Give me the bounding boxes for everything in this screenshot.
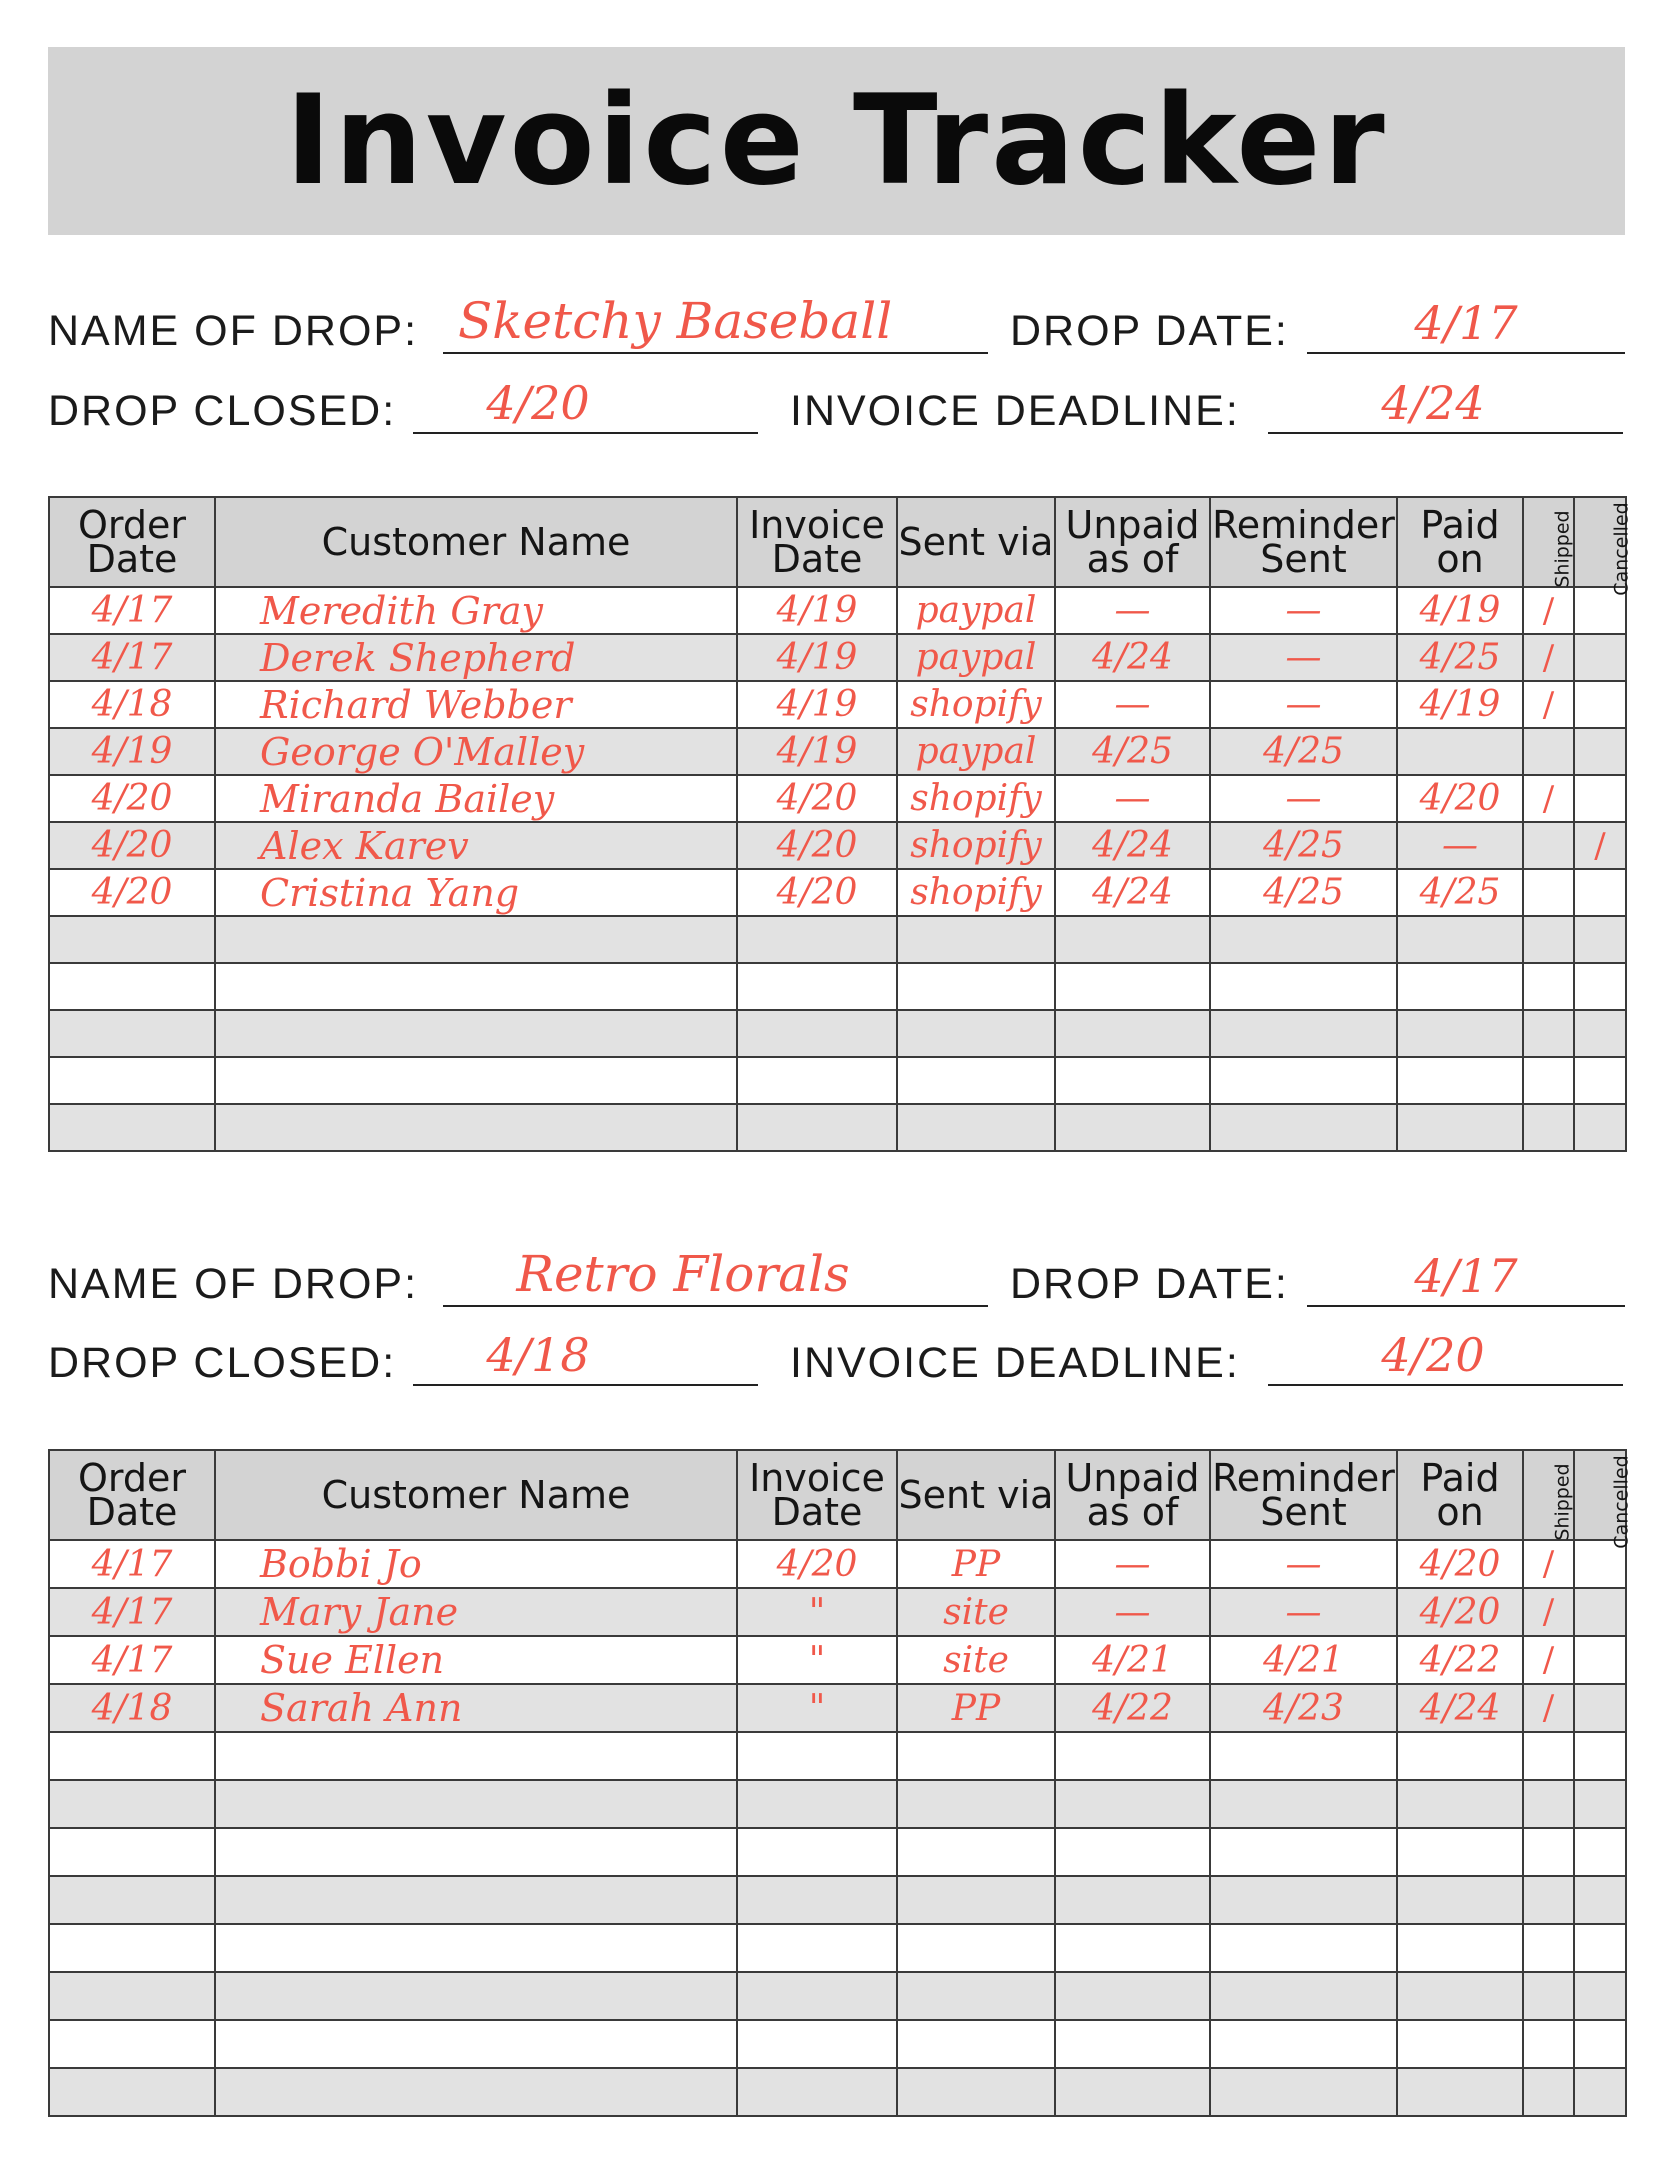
sent-via-cell[interactable]: shopify — [897, 775, 1055, 822]
empty-cell[interactable] — [1397, 916, 1523, 963]
invoice-date-cell[interactable]: " — [737, 1588, 897, 1636]
empty-cell[interactable] — [1574, 2068, 1626, 2116]
table-row-empty[interactable] — [49, 2068, 1626, 2116]
title-banner — [48, 47, 1625, 235]
empty-cell[interactable] — [1523, 2068, 1574, 2116]
empty-cell[interactable] — [1523, 1104, 1574, 1151]
empty-cell[interactable] — [215, 1972, 737, 2020]
customer-name-cell[interactable]: Alex Karev — [215, 822, 737, 869]
empty-cell[interactable] — [1055, 916, 1210, 963]
reminder-sent-cell[interactable]: 4/25 — [1210, 869, 1397, 916]
invoice-date-cell[interactable]: 4/20 — [737, 869, 897, 916]
order-date-cell[interactable]: 4/18 — [49, 681, 215, 728]
empty-cell[interactable] — [1397, 1010, 1523, 1057]
empty-cell[interactable] — [1523, 1010, 1574, 1057]
table-row[interactable] — [49, 587, 1626, 634]
drop-date-value: 4/17 — [1414, 1249, 1518, 1303]
empty-cell[interactable] — [1574, 1924, 1626, 1972]
cancelled-checkbox[interactable] — [1574, 869, 1626, 916]
sent-via-cell[interactable]: site — [897, 1588, 1055, 1636]
order-date-cell[interactable]: 4/19 — [49, 728, 215, 775]
invoice-deadline-label: INVOICE DEADLINE: — [790, 387, 1240, 435]
empty-cell[interactable] — [1523, 1924, 1574, 1972]
empty-cell[interactable] — [1523, 2020, 1574, 2068]
unpaid-as-of-cell[interactable]: — — [1055, 775, 1210, 822]
empty-cell[interactable] — [215, 916, 737, 963]
empty-cell[interactable] — [49, 1924, 215, 1972]
customer-name-cell[interactable]: George O'Malley — [215, 728, 737, 775]
col-reminder-sent: Reminder Sent — [1210, 1450, 1397, 1540]
empty-cell[interactable] — [1055, 1828, 1210, 1876]
table-row-empty[interactable] — [49, 1104, 1626, 1151]
table-row-empty[interactable] — [49, 1780, 1626, 1828]
sent-via-cell[interactable]: shopify — [897, 869, 1055, 916]
sent-via-cell[interactable]: site — [897, 1636, 1055, 1684]
shipped-checkbox[interactable]: / — [1523, 1540, 1574, 1588]
empty-cell[interactable] — [737, 1732, 897, 1780]
col-order-date: Order Date — [49, 1450, 215, 1540]
empty-cell[interactable] — [1574, 1732, 1626, 1780]
drop-date-label: DROP DATE: — [1010, 1260, 1289, 1308]
empty-cell[interactable] — [897, 2020, 1055, 2068]
empty-cell[interactable] — [215, 1057, 737, 1104]
empty-cell[interactable] — [49, 2068, 215, 2116]
empty-cell[interactable] — [1210, 1924, 1397, 1972]
col-unpaid-as-of: Unpaid as of — [1055, 1450, 1210, 1540]
shipped-checkbox[interactable]: / — [1523, 1588, 1574, 1636]
empty-cell[interactable] — [49, 1057, 215, 1104]
empty-cell[interactable] — [897, 1057, 1055, 1104]
table-row-empty[interactable] — [49, 1972, 1626, 2020]
customer-name-cell[interactable]: Miranda Bailey — [215, 775, 737, 822]
col-unpaid-as-of: Unpaid as of — [1055, 497, 1210, 587]
shipped-checkbox[interactable] — [1523, 728, 1574, 775]
empty-cell[interactable] — [1055, 1057, 1210, 1104]
reminder-sent-cell[interactable]: — — [1210, 1588, 1397, 1636]
invoice-deadline-value: 4/20 — [1381, 1328, 1485, 1382]
drop-date-field-1[interactable] — [1010, 290, 1625, 360]
empty-cell[interactable] — [1523, 1876, 1574, 1924]
reminder-sent-cell[interactable]: — — [1210, 634, 1397, 681]
cancelled-checkbox[interactable] — [1574, 728, 1626, 775]
shipped-checkbox[interactable]: / — [1523, 681, 1574, 728]
cancelled-checkbox[interactable]: / — [1574, 822, 1626, 869]
empty-cell[interactable] — [737, 1924, 897, 1972]
order-date-cell[interactable]: 4/17 — [49, 1588, 215, 1636]
table-row[interactable] — [49, 1588, 1626, 1636]
paid-on-cell[interactable] — [1397, 728, 1523, 775]
cancelled-checkbox[interactable] — [1574, 775, 1626, 822]
order-date-cell[interactable]: 4/17 — [49, 1540, 215, 1588]
table-row-empty[interactable] — [49, 1828, 1626, 1876]
empty-cell[interactable] — [737, 963, 897, 1010]
customer-name-cell[interactable]: Mary Jane — [215, 1588, 737, 1636]
drop-closed-label: DROP CLOSED: — [48, 1339, 397, 1387]
name-of-drop-field-2[interactable] — [48, 1243, 988, 1313]
empty-cell[interactable] — [215, 2068, 737, 2116]
unpaid-as-of-cell[interactable]: — — [1055, 681, 1210, 728]
empty-cell[interactable] — [1523, 1828, 1574, 1876]
empty-cell[interactable] — [1210, 2068, 1397, 2116]
sent-via-cell[interactable]: paypal — [897, 634, 1055, 681]
empty-cell[interactable] — [215, 1732, 737, 1780]
empty-cell[interactable] — [1210, 963, 1397, 1010]
table-row-empty[interactable] — [49, 916, 1626, 963]
empty-cell[interactable] — [215, 1828, 737, 1876]
empty-cell[interactable] — [1397, 1924, 1523, 1972]
empty-cell[interactable] — [215, 1010, 737, 1057]
empty-cell[interactable] — [49, 1828, 215, 1876]
empty-cell[interactable] — [215, 1876, 737, 1924]
cancelled-checkbox[interactable] — [1574, 1636, 1626, 1684]
invoice-table-1 — [48, 496, 1633, 1152]
empty-cell[interactable] — [1523, 1780, 1574, 1828]
empty-cell[interactable] — [897, 1924, 1055, 1972]
empty-cell[interactable] — [897, 1010, 1055, 1057]
paid-on-cell[interactable]: 4/25 — [1397, 634, 1523, 681]
unpaid-as-of-cell[interactable]: 4/22 — [1055, 1684, 1210, 1732]
empty-cell[interactable] — [1210, 1828, 1397, 1876]
underline — [1268, 1384, 1623, 1386]
col-paid-on: Paid on — [1397, 497, 1523, 587]
empty-cell[interactable] — [1523, 1057, 1574, 1104]
invoice-deadline-label: INVOICE DEADLINE: — [790, 1339, 1240, 1387]
empty-cell[interactable] — [737, 1876, 897, 1924]
table-row[interactable] — [49, 869, 1626, 916]
drop-closed-field-2[interactable] — [48, 1322, 758, 1392]
invoice-date-cell[interactable]: " — [737, 1636, 897, 1684]
shipped-checkbox[interactable]: / — [1523, 1636, 1574, 1684]
cancelled-checkbox[interactable] — [1574, 634, 1626, 681]
empty-cell[interactable] — [1397, 2068, 1523, 2116]
table-row[interactable] — [49, 1540, 1626, 1588]
table-row[interactable] — [49, 681, 1626, 728]
unpaid-as-of-cell[interactable]: — — [1055, 1540, 1210, 1588]
table-row-empty[interactable] — [49, 1876, 1626, 1924]
empty-cell[interactable] — [737, 2020, 897, 2068]
empty-cell[interactable] — [1055, 963, 1210, 1010]
empty-cell[interactable] — [1055, 2020, 1210, 2068]
empty-cell[interactable] — [49, 1972, 215, 2020]
reminder-sent-cell[interactable]: 4/25 — [1210, 728, 1397, 775]
drop-closed-value: 4/20 — [486, 376, 590, 430]
empty-cell[interactable] — [1210, 916, 1397, 963]
reminder-sent-cell[interactable]: 4/23 — [1210, 1684, 1397, 1732]
order-date-cell[interactable]: 4/20 — [49, 869, 215, 916]
name-of-drop-field-1[interactable] — [48, 290, 988, 360]
unpaid-as-of-cell[interactable]: 4/21 — [1055, 1636, 1210, 1684]
invoice-table-2 — [48, 1449, 1633, 2117]
order-date-cell[interactable]: 4/17 — [49, 587, 215, 634]
empty-cell[interactable] — [49, 1010, 215, 1057]
sent-via-cell[interactable]: shopify — [897, 681, 1055, 728]
unpaid-as-of-cell[interactable]: — — [1055, 1588, 1210, 1636]
empty-cell[interactable] — [215, 2020, 737, 2068]
underline — [1307, 352, 1625, 354]
cancelled-checkbox[interactable] — [1574, 1588, 1626, 1636]
empty-cell[interactable] — [737, 1972, 897, 2020]
sent-via-cell[interactable]: PP — [897, 1684, 1055, 1732]
reminder-sent-cell[interactable]: 4/25 — [1210, 822, 1397, 869]
page-title: Invoice Tracker — [285, 69, 1388, 213]
table-row[interactable] — [49, 822, 1626, 869]
empty-cell[interactable] — [49, 1732, 215, 1780]
empty-cell[interactable] — [897, 1876, 1055, 1924]
paid-on-cell[interactable]: 4/24 — [1397, 1684, 1523, 1732]
empty-cell[interactable] — [1210, 1780, 1397, 1828]
paid-on-cell[interactable]: 4/19 — [1397, 681, 1523, 728]
empty-cell[interactable] — [1574, 1828, 1626, 1876]
empty-cell[interactable] — [215, 1104, 737, 1151]
empty-cell[interactable] — [897, 1732, 1055, 1780]
sent-via-cell[interactable]: paypal — [897, 728, 1055, 775]
paid-on-cell[interactable]: 4/22 — [1397, 1636, 1523, 1684]
customer-name-cell[interactable]: Sarah Ann — [215, 1684, 737, 1732]
table-row-empty[interactable] — [49, 963, 1626, 1010]
col-cancelled: Cancelled — [1574, 1450, 1626, 1540]
invoice-deadline-field-2[interactable] — [790, 1322, 1625, 1392]
empty-cell[interactable] — [1574, 963, 1626, 1010]
name-of-drop-label: NAME OF DROP: — [48, 1260, 419, 1308]
invoice-date-cell[interactable]: 4/19 — [737, 728, 897, 775]
underline — [1268, 432, 1623, 434]
shipped-checkbox[interactable] — [1523, 822, 1574, 869]
paid-on-cell[interactable]: 4/25 — [1397, 869, 1523, 916]
empty-cell[interactable] — [897, 963, 1055, 1010]
table-row-empty[interactable] — [49, 2020, 1626, 2068]
empty-cell[interactable] — [1397, 2020, 1523, 2068]
customer-name-cell[interactable]: Bobbi Jo — [215, 1540, 737, 1588]
customer-name-cell[interactable]: Meredith Gray — [215, 587, 737, 634]
shipped-checkbox[interactable] — [1523, 869, 1574, 916]
empty-cell[interactable] — [1210, 1057, 1397, 1104]
customer-name-cell[interactable]: Derek Shepherd — [215, 634, 737, 681]
order-date-cell[interactable]: 4/18 — [49, 1684, 215, 1732]
empty-cell[interactable] — [897, 1780, 1055, 1828]
empty-cell[interactable] — [737, 916, 897, 963]
empty-cell[interactable] — [49, 1104, 215, 1151]
empty-cell[interactable] — [1523, 963, 1574, 1010]
drop-closed-label: DROP CLOSED: — [48, 387, 397, 435]
empty-cell[interactable] — [1523, 1972, 1574, 2020]
empty-cell[interactable] — [1055, 1780, 1210, 1828]
empty-cell[interactable] — [737, 1057, 897, 1104]
paid-on-cell[interactable]: 4/20 — [1397, 1588, 1523, 1636]
unpaid-as-of-cell[interactable]: 4/25 — [1055, 728, 1210, 775]
reminder-sent-cell[interactable]: — — [1210, 681, 1397, 728]
table-row-empty[interactable] — [49, 1924, 1626, 1972]
invoice-date-cell[interactable]: 4/20 — [737, 1540, 897, 1588]
empty-cell[interactable] — [1397, 1104, 1523, 1151]
underline — [1307, 1305, 1625, 1307]
empty-cell[interactable] — [1210, 1010, 1397, 1057]
empty-cell[interactable] — [737, 1010, 897, 1057]
table-row[interactable] — [49, 634, 1626, 681]
empty-cell[interactable] — [49, 1876, 215, 1924]
empty-cell[interactable] — [1055, 1104, 1210, 1151]
empty-cell[interactable] — [897, 1104, 1055, 1151]
drop-name-value: Retro Florals — [516, 1245, 850, 1303]
table-row-empty[interactable] — [49, 1732, 1626, 1780]
invoice-date-cell[interactable]: 4/20 — [737, 822, 897, 869]
empty-cell[interactable] — [1574, 1972, 1626, 2020]
empty-cell[interactable] — [1574, 1010, 1626, 1057]
empty-cell[interactable] — [1055, 1972, 1210, 2020]
empty-cell[interactable] — [1210, 1104, 1397, 1151]
empty-cell[interactable] — [1574, 1876, 1626, 1924]
shipped-checkbox[interactable]: / — [1523, 1684, 1574, 1732]
empty-cell[interactable] — [1210, 1972, 1397, 2020]
empty-cell[interactable] — [1397, 1972, 1523, 2020]
empty-cell[interactable] — [1055, 1732, 1210, 1780]
empty-cell[interactable] — [737, 2068, 897, 2116]
shipped-checkbox[interactable]: / — [1523, 587, 1574, 634]
invoice-date-cell[interactable]: 4/19 — [737, 681, 897, 728]
table-row-empty[interactable] — [49, 1010, 1626, 1057]
empty-cell[interactable] — [215, 1780, 737, 1828]
empty-cell[interactable] — [1397, 1876, 1523, 1924]
customer-name-cell[interactable]: Richard Webber — [215, 681, 737, 728]
empty-cell[interactable] — [737, 1104, 897, 1151]
empty-cell[interactable] — [1397, 1828, 1523, 1876]
empty-cell[interactable] — [1397, 1057, 1523, 1104]
col-sent-via: Sent via — [897, 1450, 1055, 1540]
col-customer-name: Customer Name — [215, 497, 737, 587]
reminder-sent-cell[interactable]: 4/21 — [1210, 1636, 1397, 1684]
col-order-date: Order Date — [49, 497, 215, 587]
col-shipped: Shipped — [1523, 497, 1574, 587]
drop-closed-field-1[interactable] — [48, 370, 758, 440]
sent-via-cell[interactable]: paypal — [897, 587, 1055, 634]
drop-date-value: 4/17 — [1414, 296, 1518, 350]
empty-cell[interactable] — [737, 1780, 897, 1828]
empty-cell[interactable] — [1055, 1924, 1210, 1972]
empty-cell[interactable] — [897, 916, 1055, 963]
col-invoice-date: Invoice Date — [737, 497, 897, 587]
order-date-cell[interactable]: 4/20 — [49, 775, 215, 822]
name-of-drop-label: NAME OF DROP: — [48, 307, 419, 355]
cancelled-checkbox[interactable] — [1574, 1684, 1626, 1732]
empty-cell[interactable] — [49, 916, 215, 963]
col-reminder-sent: Reminder Sent — [1210, 497, 1397, 587]
invoice-deadline-field-1[interactable] — [790, 370, 1625, 440]
col-invoice-date: Invoice Date — [737, 1450, 897, 1540]
underline — [413, 1384, 758, 1386]
empty-cell[interactable] — [1210, 2020, 1397, 2068]
underline — [413, 432, 758, 434]
table-row[interactable] — [49, 728, 1626, 775]
paid-on-cell[interactable]: 4/20 — [1397, 1540, 1523, 1588]
reminder-sent-cell[interactable]: — — [1210, 587, 1397, 634]
underline — [443, 352, 988, 354]
underline — [443, 1305, 988, 1307]
col-customer-name: Customer Name — [215, 1450, 737, 1540]
empty-cell[interactable] — [1210, 1876, 1397, 1924]
invoice-date-cell[interactable]: 4/19 — [737, 634, 897, 681]
order-date-cell[interactable]: 4/20 — [49, 822, 215, 869]
table-row[interactable] — [49, 775, 1626, 822]
col-sent-via: Sent via — [897, 497, 1055, 587]
empty-cell[interactable] — [1055, 2068, 1210, 2116]
empty-cell[interactable] — [1397, 963, 1523, 1010]
order-date-cell[interactable]: 4/17 — [49, 634, 215, 681]
paid-on-cell[interactable]: — — [1397, 822, 1523, 869]
empty-cell[interactable] — [897, 2068, 1055, 2116]
paid-on-cell[interactable]: 4/20 — [1397, 775, 1523, 822]
unpaid-as-of-cell[interactable]: 4/24 — [1055, 822, 1210, 869]
empty-cell[interactable] — [1574, 1104, 1626, 1151]
invoice-date-cell[interactable]: 4/20 — [737, 775, 897, 822]
empty-cell[interactable] — [1574, 1780, 1626, 1828]
empty-cell[interactable] — [1523, 916, 1574, 963]
empty-cell[interactable] — [1574, 2020, 1626, 2068]
table-row[interactable] — [49, 1636, 1626, 1684]
invoice-deadline-value: 4/24 — [1381, 376, 1485, 430]
shipped-checkbox[interactable]: / — [1523, 775, 1574, 822]
reminder-sent-cell[interactable]: — — [1210, 775, 1397, 822]
cancelled-checkbox[interactable] — [1574, 681, 1626, 728]
unpaid-as-of-cell[interactable]: 4/24 — [1055, 634, 1210, 681]
empty-cell[interactable] — [897, 1972, 1055, 2020]
col-paid-on: Paid on — [1397, 1450, 1523, 1540]
empty-cell[interactable] — [215, 1924, 737, 1972]
invoice-date-cell[interactable]: " — [737, 1684, 897, 1732]
customer-name-cell[interactable]: Cristina Yang — [215, 869, 737, 916]
sent-via-cell[interactable]: PP — [897, 1540, 1055, 1588]
unpaid-as-of-cell[interactable]: — — [1055, 587, 1210, 634]
empty-cell[interactable] — [49, 963, 215, 1010]
order-date-cell[interactable]: 4/17 — [49, 1636, 215, 1684]
empty-cell[interactable] — [1523, 1732, 1574, 1780]
drop-name-value: Sketchy Baseball — [458, 292, 893, 350]
drop-date-label: DROP DATE: — [1010, 307, 1289, 355]
paid-on-cell[interactable]: 4/19 — [1397, 587, 1523, 634]
table-row-empty[interactable] — [49, 1057, 1626, 1104]
empty-cell[interactable] — [215, 963, 737, 1010]
empty-cell[interactable] — [1574, 1057, 1626, 1104]
unpaid-as-of-cell[interactable]: 4/24 — [1055, 869, 1210, 916]
empty-cell[interactable] — [897, 1828, 1055, 1876]
shipped-checkbox[interactable]: / — [1523, 634, 1574, 681]
empty-cell[interactable] — [737, 1828, 897, 1876]
empty-cell[interactable] — [1055, 1010, 1210, 1057]
reminder-sent-cell[interactable]: — — [1210, 1540, 1397, 1588]
empty-cell[interactable] — [49, 1780, 215, 1828]
col-shipped: Shipped — [1523, 1450, 1574, 1540]
empty-cell[interactable] — [49, 2020, 215, 2068]
drop-date-field-2[interactable] — [1010, 1243, 1625, 1313]
sent-via-cell[interactable]: shopify — [897, 822, 1055, 869]
empty-cell[interactable] — [1055, 1876, 1210, 1924]
table-row[interactable] — [49, 1684, 1626, 1732]
empty-cell[interactable] — [1210, 1732, 1397, 1780]
invoice-date-cell[interactable]: 4/19 — [737, 587, 897, 634]
customer-name-cell[interactable]: Sue Ellen — [215, 1636, 737, 1684]
col-cancelled: Cancelled — [1574, 497, 1626, 587]
drop-closed-value: 4/18 — [486, 1328, 590, 1382]
empty-cell[interactable] — [1397, 1732, 1523, 1780]
empty-cell[interactable] — [1397, 1780, 1523, 1828]
empty-cell[interactable] — [1574, 916, 1626, 963]
